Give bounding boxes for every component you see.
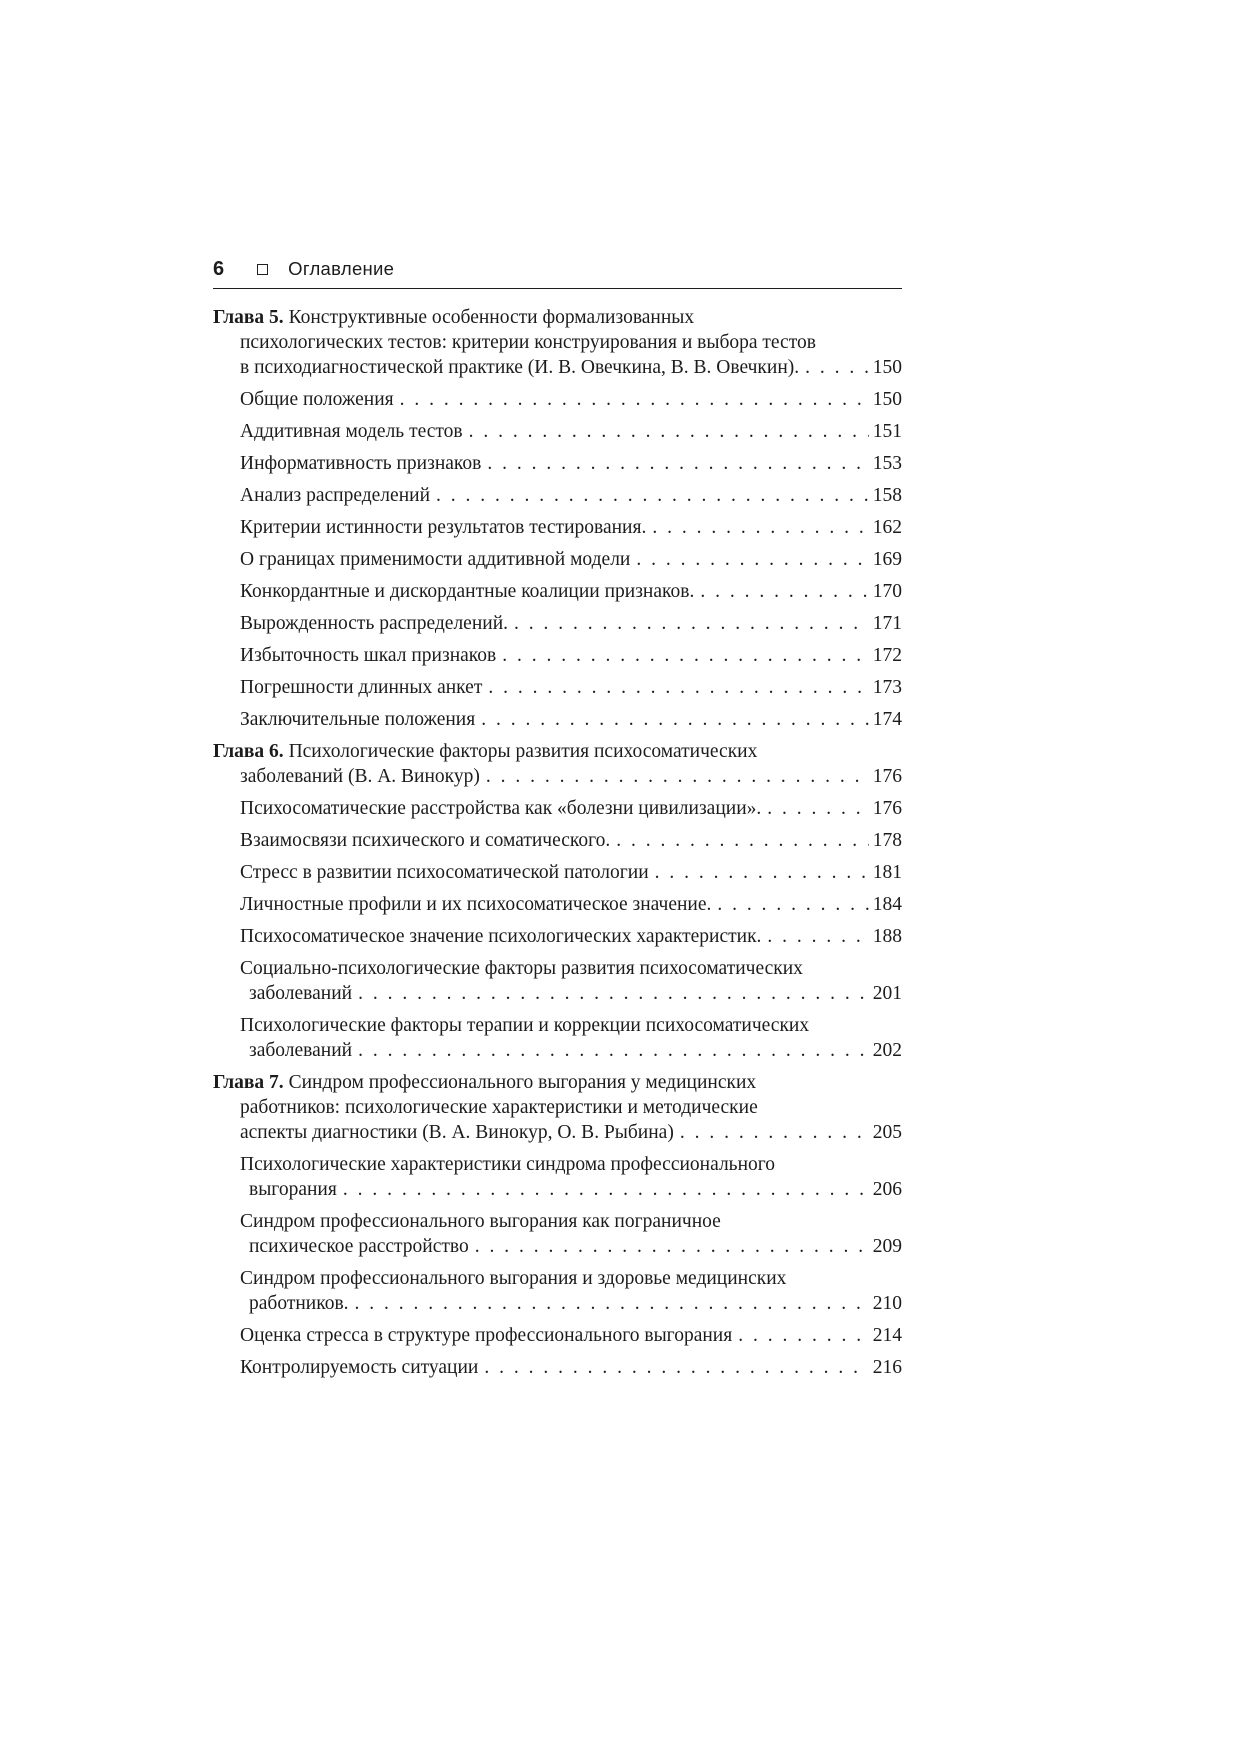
toc-entry-text: психическое расстройство — [249, 1236, 469, 1257]
toc-entry-page-number: 169 — [872, 549, 902, 570]
toc-entry-page-number: 201 — [872, 983, 902, 1004]
chapter-label: Глава 6. — [213, 741, 289, 762]
toc-chapter-entry — [213, 1070, 902, 1145]
toc-entry-page-number: 172 — [872, 645, 902, 666]
toc-item-entry — [213, 828, 902, 853]
dot-leader — [400, 387, 869, 412]
toc-entry-page-number: 173 — [872, 677, 902, 698]
dot-leader — [655, 860, 869, 885]
toc-entry-page-number: 170 — [872, 581, 902, 602]
toc-entry-text: Заключительные положения — [240, 709, 476, 730]
toc-line — [249, 1177, 902, 1202]
square-bullet-icon — [257, 264, 268, 275]
toc-entry-text: психологических тестов: критерии конструирования и выбора тестов — [240, 332, 816, 353]
toc-entry-text: Вырожденность распределений. — [240, 613, 509, 634]
toc-entry-page-number: 181 — [872, 862, 902, 883]
toc-item-entry — [213, 956, 902, 1006]
toc-entry-page-number: 205 — [872, 1122, 902, 1143]
toc-line — [240, 764, 902, 789]
toc-item-entry — [213, 579, 902, 604]
toc-line — [240, 1095, 902, 1120]
toc-line — [240, 1323, 902, 1348]
chapter-label: Глава 7. — [213, 1072, 289, 1093]
toc-entry-page-number: 176 — [872, 766, 902, 787]
toc-entry-text: аспекты диагностики (В. А. Винокур, О. В. Рыбина) — [240, 1122, 674, 1143]
toc-entry-page-number: 171 — [872, 613, 902, 634]
toc-entry-page-number: 188 — [872, 926, 902, 947]
toc-entry-page-number: 176 — [872, 798, 902, 819]
toc-item-entry — [213, 924, 902, 949]
dot-leader — [355, 1291, 869, 1316]
dot-leader — [738, 1323, 869, 1348]
dot-leader — [469, 419, 869, 444]
toc-entry-text: Информативность признаков — [240, 453, 482, 474]
toc-entry-text: Социально-психологические факторы развития психосоматических — [240, 958, 803, 979]
toc-line — [240, 419, 902, 444]
toc-entry-text: Критерии истинности результатов тестирования. — [240, 517, 647, 538]
table-of-contents — [213, 305, 902, 1380]
toc-entry-text: Общие положения — [240, 389, 394, 410]
toc-line — [240, 643, 902, 668]
toc-entry-text: выгорания — [249, 1179, 337, 1200]
toc-entry-text: Конкордантные и дискордантные коалиции признаков. — [240, 581, 695, 602]
toc-entry-text: работников: психологические характеристики и методические — [240, 1097, 758, 1118]
dot-leader — [616, 828, 868, 853]
toc-entry-text: Психосоматические расстройства как «болезни цивилизации». — [240, 798, 762, 819]
toc-entry-text: Оценка стресса в структуре профессионального выгорания — [240, 1325, 733, 1346]
toc-item-entry — [213, 1323, 902, 1348]
toc-item-entry — [213, 419, 902, 444]
toc-line — [240, 515, 902, 540]
toc-entry-text: Глава 6. Психологические факторы развития психосоматических — [213, 741, 758, 762]
toc-line — [240, 675, 902, 700]
dot-leader — [358, 981, 869, 1006]
dot-leader — [680, 1120, 869, 1145]
toc-entry-page-number: 214 — [872, 1325, 902, 1346]
toc-entry-text: О границах применимости аддитивной модели — [240, 549, 631, 570]
toc-entry-text: Глава 5. Конструктивные особенности формализованных — [213, 307, 695, 328]
toc-entry-page-number: 150 — [872, 357, 902, 378]
dot-leader — [488, 675, 868, 700]
header-rule — [213, 288, 902, 289]
toc-entry-text: в психодиагностической практике (И. В. Овечкина, В. В. Овечкин). — [240, 357, 800, 378]
toc-item-entry — [213, 1209, 902, 1259]
toc-line — [240, 1013, 902, 1038]
toc-line — [240, 828, 902, 853]
toc-item-entry — [213, 796, 902, 821]
toc-item-entry — [213, 483, 902, 508]
toc-chapter-entry — [213, 305, 902, 380]
toc-entry-page-number: 162 — [872, 517, 902, 538]
toc-entry-text: Погрешности длинных анкет — [240, 677, 483, 698]
dot-leader — [487, 451, 868, 476]
toc-line — [213, 1070, 902, 1095]
page-content — [213, 256, 902, 1387]
toc-line — [240, 956, 902, 981]
dot-leader — [343, 1177, 869, 1202]
toc-entry-page-number: 210 — [872, 1293, 902, 1314]
toc-line — [240, 330, 902, 355]
toc-item-entry — [213, 892, 902, 917]
dot-leader — [767, 796, 868, 821]
dot-leader — [475, 1234, 869, 1259]
toc-line — [240, 1266, 902, 1291]
toc-entry-page-number: 150 — [872, 389, 902, 410]
toc-line — [249, 1291, 902, 1316]
toc-item-entry — [213, 860, 902, 885]
toc-line — [240, 355, 902, 380]
toc-entry-text: Психологические факторы терапии и коррекции психосоматических — [240, 1015, 810, 1036]
toc-line — [240, 547, 902, 572]
dot-leader — [767, 924, 868, 949]
toc-entry-page-number: 206 — [872, 1179, 902, 1200]
toc-item-entry — [213, 1013, 902, 1063]
dot-leader — [436, 483, 869, 508]
toc-line — [213, 739, 902, 764]
toc-line — [240, 796, 902, 821]
toc-entry-text: работников. — [249, 1293, 349, 1314]
toc-item-entry — [213, 1152, 902, 1202]
toc-entry-page-number: 174 — [872, 709, 902, 730]
toc-line — [240, 1120, 902, 1145]
toc-entry-text: Глава 7. Синдром профессионального выгорания у медицинских — [213, 1072, 757, 1093]
toc-item-entry — [213, 675, 902, 700]
dot-leader — [636, 547, 868, 572]
page-number: 6 — [213, 257, 225, 280]
toc-entry-text: Избыточность шкал признаков — [240, 645, 497, 666]
dot-leader — [358, 1038, 869, 1063]
dot-leader — [484, 1355, 868, 1380]
toc-line — [213, 305, 902, 330]
toc-line — [240, 892, 902, 917]
toc-entry-text: Контролируемость ситуации — [240, 1357, 479, 1378]
toc-entry-page-number: 158 — [872, 485, 902, 506]
toc-line — [240, 1152, 902, 1177]
dot-leader — [700, 579, 868, 604]
toc-entry-page-number: 216 — [872, 1357, 902, 1378]
toc-entry-page-number: 209 — [872, 1236, 902, 1257]
header-title: Оглавление — [288, 258, 395, 279]
toc-entry-text: Синдром профессионального выгорания как пограничное — [240, 1211, 721, 1232]
dot-leader — [652, 515, 868, 540]
toc-item-entry — [213, 451, 902, 476]
toc-entry-text: Взаимосвязи психического и соматического. — [240, 830, 611, 851]
toc-line — [240, 1355, 902, 1380]
toc-line — [240, 451, 902, 476]
toc-line — [240, 579, 902, 604]
chapter-label: Глава 5. — [213, 307, 289, 328]
toc-line — [249, 1038, 902, 1063]
toc-entry-text: Психосоматическое значение психологических характеристик. — [240, 926, 762, 947]
toc-line — [240, 1209, 902, 1234]
toc-item-entry — [213, 707, 902, 732]
toc-item-entry — [213, 611, 902, 636]
toc-entry-text: заболеваний (В. А. Винокур) — [240, 766, 480, 787]
toc-chapter-entry — [213, 739, 902, 789]
dot-leader — [502, 643, 869, 668]
toc-line — [240, 483, 902, 508]
dot-leader — [481, 707, 869, 732]
dot-leader — [717, 892, 868, 917]
toc-line — [240, 611, 902, 636]
toc-line — [240, 387, 902, 412]
toc-entry-page-number: 178 — [872, 830, 902, 851]
toc-entry-text: Личностные профили и их психосоматическое значение. — [240, 894, 712, 915]
toc-item-entry — [213, 387, 902, 412]
toc-entry-text: Синдром профессионального выгорания и здоровье медицинских — [240, 1268, 787, 1289]
running-head — [213, 256, 902, 282]
toc-line — [240, 860, 902, 885]
toc-line — [240, 707, 902, 732]
toc-entry-text: Психологические характеристики синдрома профессионального — [240, 1154, 776, 1175]
toc-entry-text: заболеваний — [249, 1040, 353, 1061]
toc-entry-text: Анализ распределений — [240, 485, 431, 506]
toc-item-entry — [213, 1266, 902, 1316]
toc-entry-page-number: 184 — [872, 894, 902, 915]
toc-entry-text: Стресс в развитии психосоматической патологии — [240, 862, 649, 883]
toc-line — [240, 924, 902, 949]
toc-line — [249, 981, 902, 1006]
toc-entry-text: заболеваний — [249, 983, 353, 1004]
toc-item-entry — [213, 515, 902, 540]
toc-entry-page-number: 153 — [872, 453, 902, 474]
dot-leader — [514, 611, 869, 636]
dot-leader — [486, 764, 869, 789]
toc-line — [249, 1234, 902, 1259]
dot-leader — [805, 355, 869, 380]
toc-entry-page-number: 151 — [872, 421, 902, 442]
toc-item-entry — [213, 547, 902, 572]
toc-item-entry — [213, 643, 902, 668]
toc-entry-page-number: 202 — [872, 1040, 902, 1061]
toc-item-entry — [213, 1355, 902, 1380]
toc-entry-text: Аддитивная модель тестов — [240, 421, 463, 442]
